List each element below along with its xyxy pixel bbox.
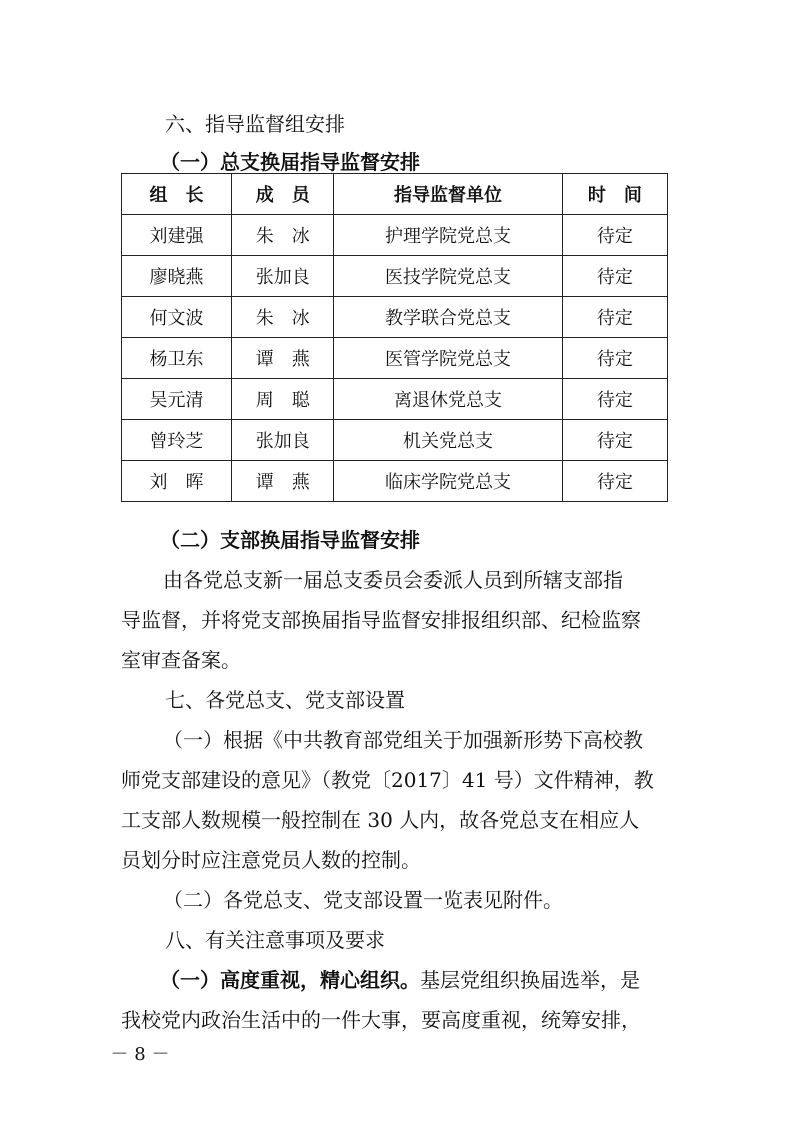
table-header-row (122, 174, 668, 215)
supervision-table (121, 173, 668, 502)
section-eight-title: 八、有关注意事项及要求 (165, 928, 385, 952)
cell-unit: 医管学院党总支 (334, 338, 562, 379)
cell-member: 谭 燕 (232, 338, 334, 379)
cell-time: 待定 (562, 256, 667, 297)
cell-member: 周 聪 (232, 379, 334, 420)
table-row (122, 297, 668, 338)
cell-leader: 刘建强 (122, 215, 232, 256)
cell-unit: 临床学院党总支 (334, 461, 562, 502)
paragraph-line (160, 964, 640, 993)
section-six-title: 六、指导监督组安排 (165, 112, 345, 136)
cell-time: 待定 (562, 379, 667, 420)
cell-unit: 教学联合党总支 (334, 297, 562, 338)
paragraph-line: （一）根据《中共教育部党组关于加强新形势下高校教 (163, 728, 643, 752)
header-unit: 指导监督单位 (334, 174, 562, 215)
paragraph-line: 工支部人数规模一般控制在 30 人内，故各党总支在相应人 (121, 808, 640, 832)
cell-leader: 曾玲芝 (122, 420, 232, 461)
cell-leader: 何文波 (122, 297, 232, 338)
cell-time: 待定 (562, 297, 667, 338)
cell-member: 朱 冰 (232, 297, 334, 338)
cell-member: 张加良 (232, 420, 334, 461)
cell-leader: 廖晓燕 (122, 256, 232, 297)
cell-unit: 护理学院党总支 (334, 215, 562, 256)
table-row (122, 338, 668, 379)
paragraph-rest: 基层党组织换届选举，是 (420, 968, 640, 992)
paragraph-line: （二）各党总支、党支部设置一览表见附件。 (163, 888, 563, 912)
paragraph-line: 我校党内政治生活中的一件大事，要高度重视，统筹安排， (121, 1008, 641, 1032)
cell-unit: 机关党总支 (334, 420, 562, 461)
section-seven-title: 七、各党总支、党支部设置 (165, 688, 405, 712)
paragraph-bold-lead: （一）高度重视，精心组织。 (160, 968, 420, 992)
paragraph-line: 室审查备案。 (121, 648, 241, 672)
paragraph-line: 由各党总支新一届总支委员会委派人员到所辖支部指 (163, 568, 623, 592)
cell-unit: 离退休党总支 (334, 379, 562, 420)
paragraph-line: 导监督，并将党支部换届指导监督安排报组织部、纪检监察 (121, 608, 641, 632)
table-row (122, 420, 668, 461)
table-row (122, 379, 668, 420)
header-leader: 组 长 (122, 174, 232, 215)
cell-time: 待定 (562, 338, 667, 379)
cell-member: 朱 冰 (232, 215, 334, 256)
paragraph-line: 员划分时应注意党员人数的控制。 (121, 848, 421, 872)
page-number: － 8 － (110, 1044, 170, 1065)
cell-member: 谭 燕 (232, 461, 334, 502)
paragraph-line: 师党支部建设的意见》（教党〔2017〕41 号）文件精神，教 (121, 768, 654, 792)
section-six-sub2: （二）支部换届指导监督安排 (160, 528, 420, 552)
table-row (122, 461, 668, 502)
header-time: 时 间 (562, 174, 667, 215)
table-row (122, 215, 668, 256)
cell-leader: 刘 晖 (122, 461, 232, 502)
cell-unit: 医技学院党总支 (334, 256, 562, 297)
section-six-sub1: （一）总支换届指导监督安排 (160, 150, 420, 174)
header-member: 成 员 (232, 174, 334, 215)
table-row (122, 256, 668, 297)
cell-time: 待定 (562, 420, 667, 461)
cell-member: 张加良 (232, 256, 334, 297)
cell-leader: 吴元清 (122, 379, 232, 420)
cell-time: 待定 (562, 215, 667, 256)
cell-time: 待定 (562, 461, 667, 502)
cell-leader: 杨卫东 (122, 338, 232, 379)
